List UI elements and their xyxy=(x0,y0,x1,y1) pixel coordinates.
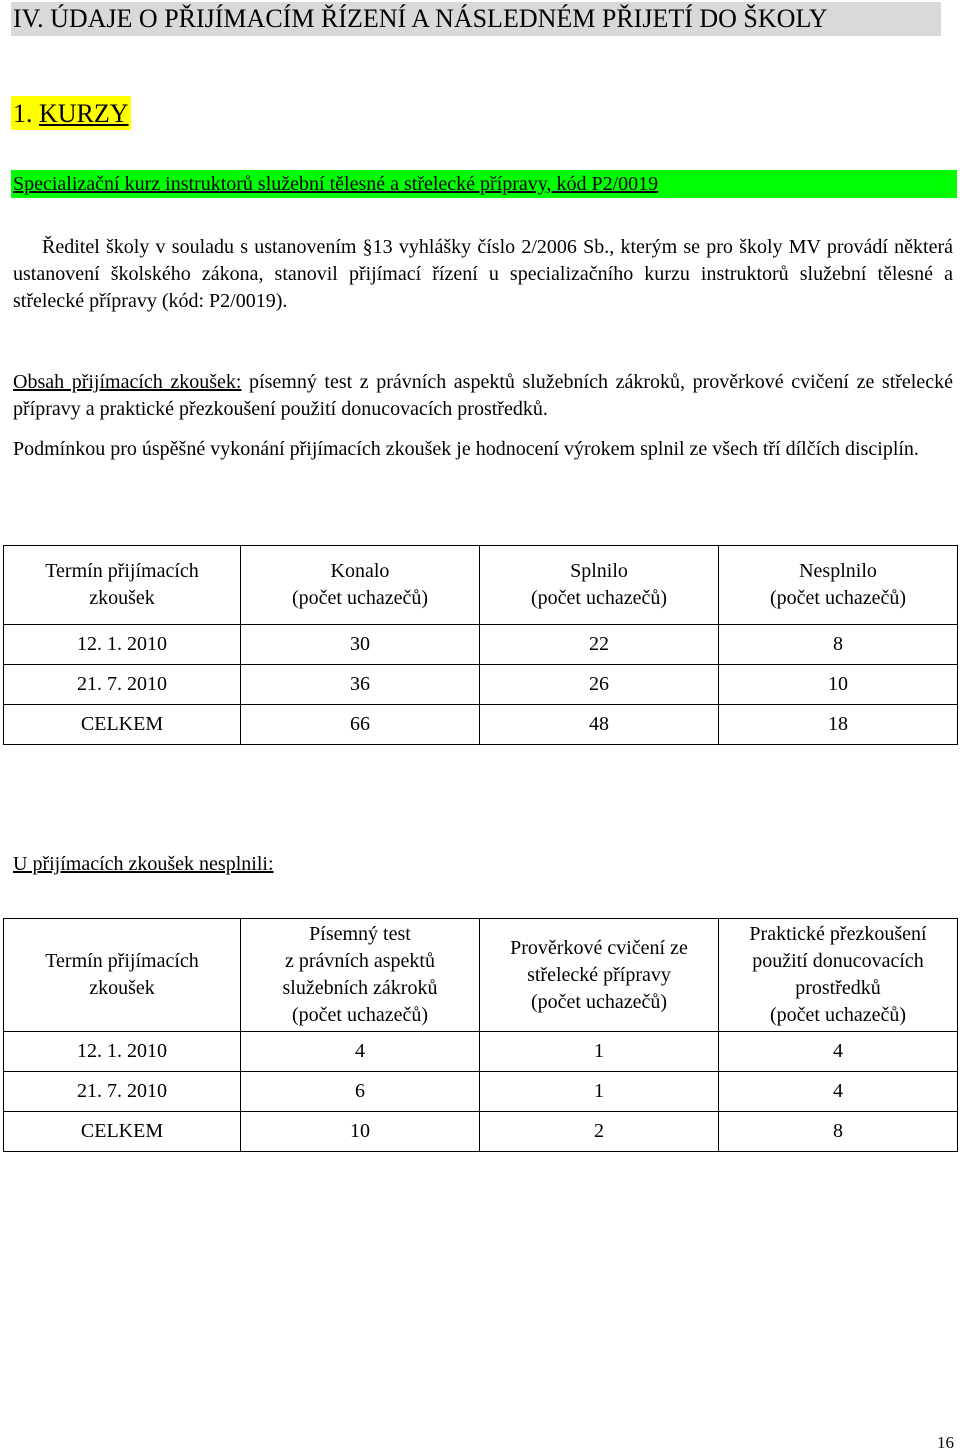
main-heading: IV. ÚDAJE O PŘIJÍMACÍM ŘÍZENÍ A NÁSLEDNÉM PŘIJETÍ DO ŠKOLY xyxy=(11,2,941,36)
table-cell: 21. 7. 2010 xyxy=(4,1072,241,1112)
failed-table xyxy=(3,918,958,1152)
section-number: 1. xyxy=(13,99,33,128)
failed-header-cell: Praktické přezkoušení použití donucovacích prostředků (počet uchazečů) xyxy=(719,919,958,1032)
course-title: Specializační kurz instruktorů služební tělesné a střelecké přípravy, kód P2/0019 xyxy=(13,173,659,195)
table-cell: 36 xyxy=(241,665,480,705)
table-cell: 10 xyxy=(719,665,958,705)
table-row xyxy=(4,1032,958,1072)
table-cell: 21. 7. 2010 xyxy=(4,665,241,705)
failed-header-cell: Termín přijímacích zkoušek xyxy=(4,919,241,1032)
table-cell: 8 xyxy=(719,1112,958,1152)
results-header-cell: Termín přijímacích zkoušek xyxy=(4,546,241,625)
results-header-cell: Konalo (počet uchazečů) xyxy=(241,546,480,625)
table-cell: 26 xyxy=(480,665,719,705)
table-cell: 1 xyxy=(480,1072,719,1112)
table-row xyxy=(4,705,958,745)
table-row xyxy=(4,665,958,705)
table-cell: 4 xyxy=(241,1032,480,1072)
table-cell: 30 xyxy=(241,625,480,665)
table-cell: 6 xyxy=(241,1072,480,1112)
table-cell: 1 xyxy=(480,1032,719,1072)
exam-content-text: písemný test z právních aspektů služebních zákroků, prověrkové cvičení ze střelecké přípravy a praktické přezkoušení použití donucovacích prostředků. xyxy=(13,371,953,420)
results-header-cell: Splnilo (počet uchazečů) xyxy=(480,546,719,625)
section-title: KURZY xyxy=(39,99,129,128)
director-paragraph: Ředitel školy v souladu s ustanovením §13 vyhlášky číslo 2/2006 Sb., kterým se pro školy MV provádí některá ustanovení školského zákona, stanovil přijímací řízení u specializačního kurzu instruktorů služební tělesné a střelecké přípravy (kód: P2/0019). xyxy=(13,236,953,312)
table-cell: CELKEM xyxy=(4,705,241,745)
failed-section-label: U přijímacích zkoušek nesplnili: xyxy=(13,853,274,875)
exam-content-paragraph xyxy=(13,369,953,423)
section-heading-kurzy xyxy=(11,96,131,130)
table-cell: 18 xyxy=(719,705,958,745)
failed-table-header-row xyxy=(4,919,958,1032)
table-cell: 4 xyxy=(719,1032,958,1072)
results-header-cell: Nesplnilo (počet uchazečů) xyxy=(719,546,958,625)
exam-condition-paragraph: Podmínkou pro úspěšné vykonání přijímacích zkoušek je hodnocení výrokem splnil ze všech tří dílčích disciplín. xyxy=(13,438,919,460)
page-number: 16 xyxy=(937,1433,954,1452)
table-cell: 22 xyxy=(480,625,719,665)
table-cell: 12. 1. 2010 xyxy=(4,625,241,665)
table-cell: 12. 1. 2010 xyxy=(4,1032,241,1072)
table-row xyxy=(4,625,958,665)
failed-header-cell: Písemný test z právních aspektů služebních zákroků (počet uchazečů) xyxy=(241,919,480,1032)
failed-header-cell: Prověrkové cvičení ze střelecké přípravy (počet uchazečů) xyxy=(480,919,719,1032)
course-title-bar xyxy=(11,170,957,198)
table-cell: 48 xyxy=(480,705,719,745)
table-row xyxy=(4,1112,958,1152)
exam-content-label: Obsah přijímacích zkoušek: xyxy=(13,371,242,393)
table-cell: 8 xyxy=(719,625,958,665)
results-table xyxy=(3,545,958,745)
table-cell: CELKEM xyxy=(4,1112,241,1152)
table-row xyxy=(4,1072,958,1112)
results-table-header-row xyxy=(4,546,958,625)
table-cell: 10 xyxy=(241,1112,480,1152)
table-cell: 2 xyxy=(480,1112,719,1152)
table-cell: 66 xyxy=(241,705,480,745)
table-cell: 4 xyxy=(719,1072,958,1112)
